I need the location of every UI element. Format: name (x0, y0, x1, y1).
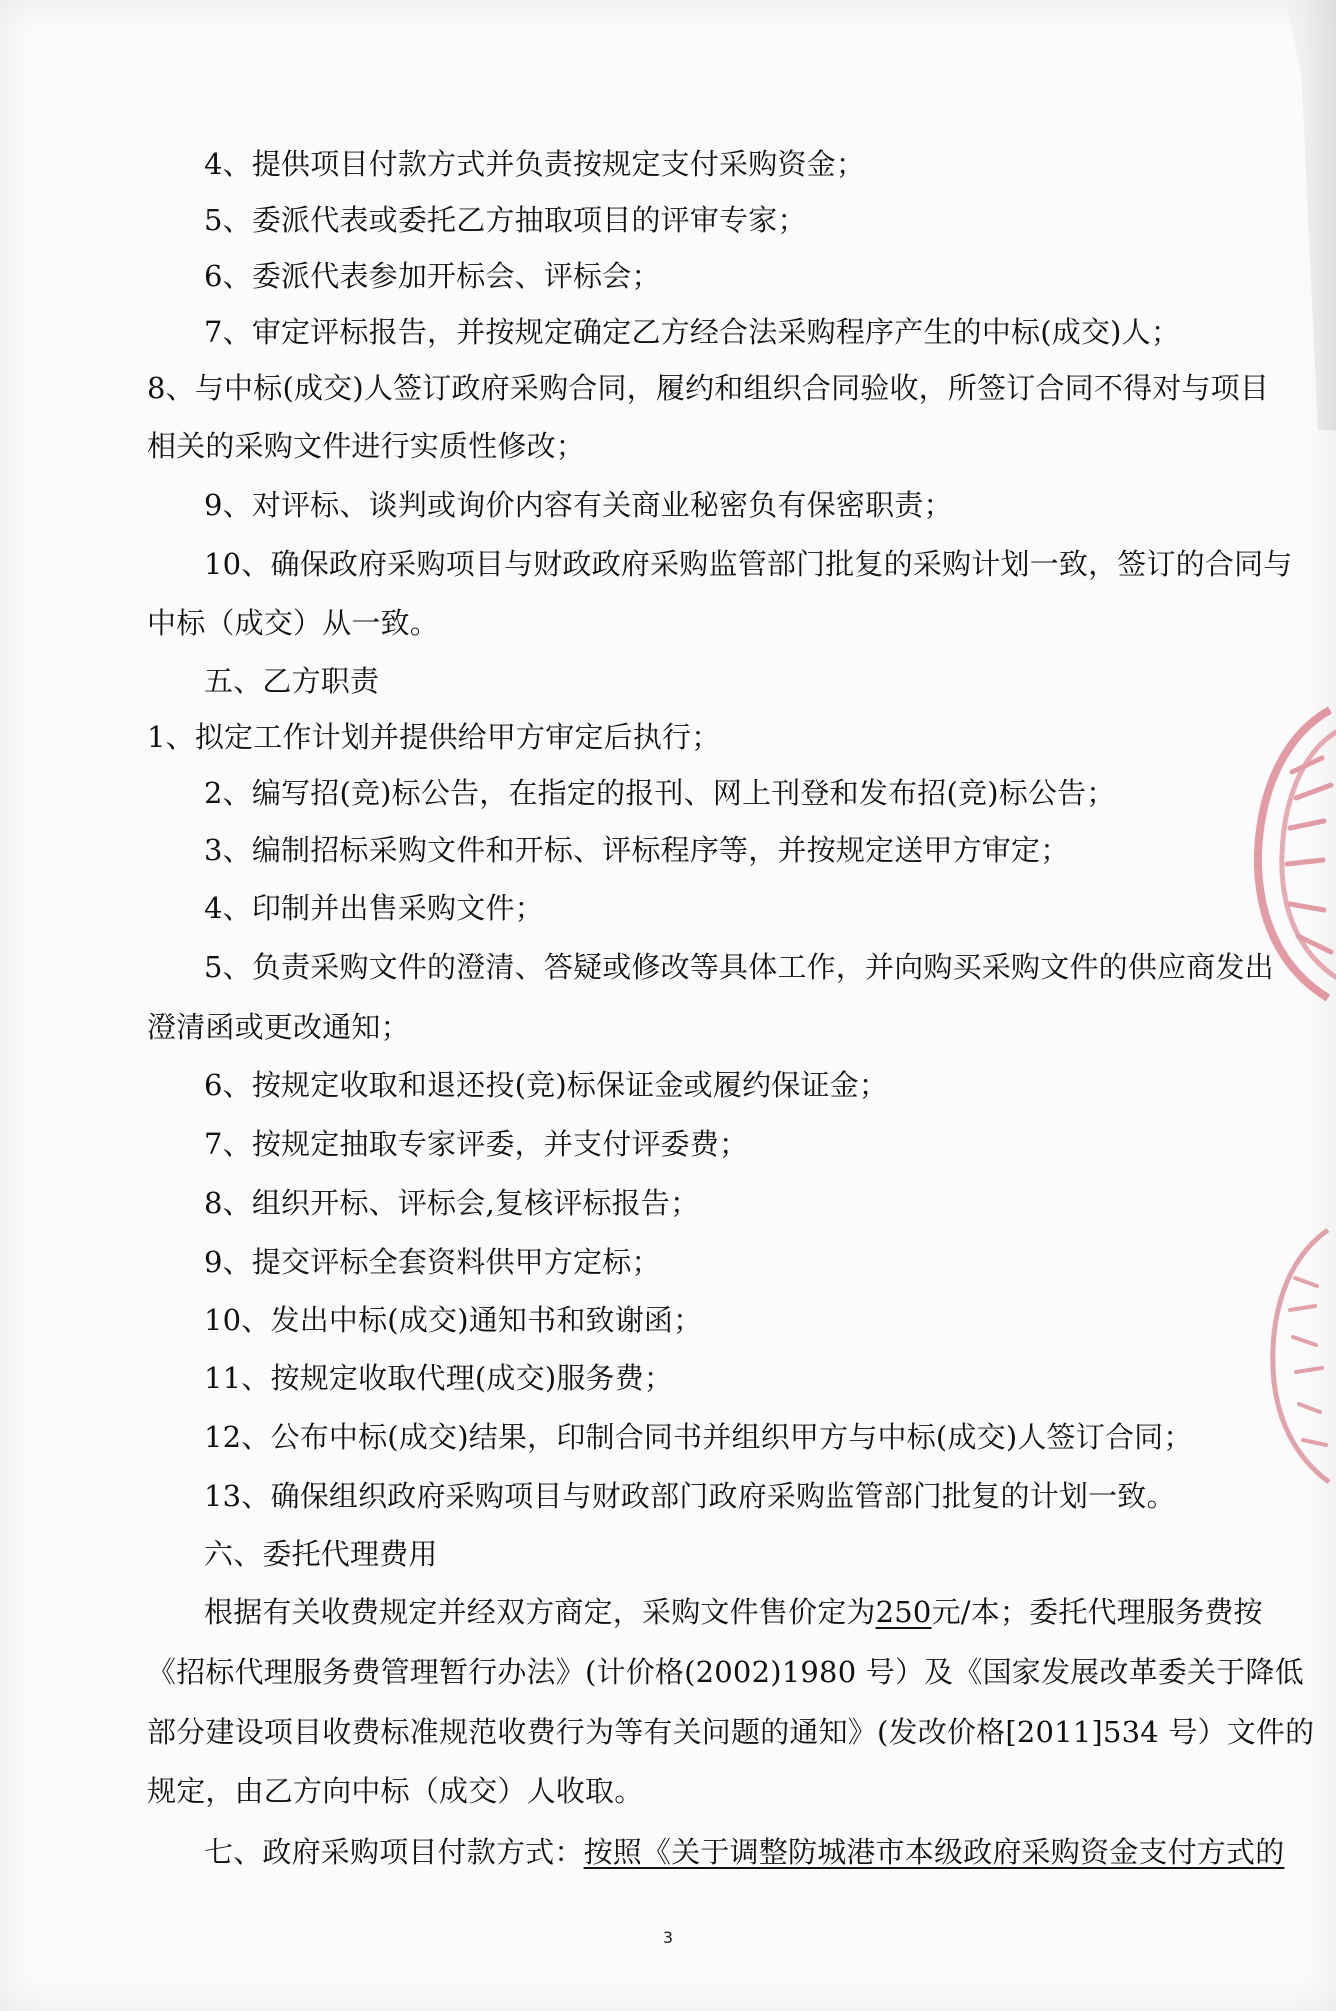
payment-method-text: 按照《关于调整防城港市本级政府采购资金支付方式的 (583, 1835, 1285, 1869)
red-seal-edge-stamp (1240, 700, 1336, 1010)
duty-line-2: 2、编写招(竞)标公告，在指定的报刊、网上刊登和发布招(竞)标公告； (204, 776, 1116, 810)
fee-paragraph-line-1 (204, 1593, 1263, 1631)
duty-line-3: 3、编制招标采购文件和开标、评标程序等，并按规定送甲方审定； (204, 833, 1070, 867)
fee-paragraph-line-4: 规定，由乙方向中标（成交）人收取。 (147, 1774, 644, 1808)
duty-line-13: 12、公布中标(成交)结果，印制合同书并组织甲方与中标(成交)人签订合同； (204, 1420, 1193, 1454)
fee-paragraph-line-2: 《招标代理服务费管理暂行办法》(计价格(2002)1980 号）及《国家发展改革委关于降低 (147, 1655, 1304, 1689)
duty-line-10: 9、提交评标全套资料供甲方定标； (204, 1245, 661, 1279)
payment-method-line (204, 1833, 1284, 1871)
fee-amount: 250 (875, 1595, 932, 1629)
payment-method-label: 七、政府采购项目付款方式： (204, 1835, 584, 1869)
paper-fold-shadow (1254, 0, 1336, 430)
duty-line-6: 澄清函或更改通知； (147, 1010, 410, 1044)
section-heading-six: 六、委托代理费用 (204, 1537, 438, 1571)
fee-text-after: 元/本；委托代理服务费按 (931, 1595, 1263, 1629)
item-line-3: 6、委派代表参加开标会、评标会； (204, 259, 661, 293)
red-seal-fragment (1256, 1214, 1336, 1494)
duty-line-12: 11、按规定收取代理(成交)服务费； (204, 1361, 674, 1395)
item-line-8: 10、确保政府采购项目与财政政府采购监管部门批复的采购计划一致，签订的合同与 (204, 547, 1293, 581)
item-line-1: 4、提供项目付款方式并负责按规定支付采购资金； (204, 147, 866, 181)
duty-line-7: 6、按规定收取和退还投(竞)标保证金或履约保证金； (204, 1068, 889, 1102)
duty-line-1: 1、拟定工作计划并提供给甲方审定后执行； (147, 720, 721, 754)
duty-line-8: 7、按规定抽取专家评委，并支付评委费； (204, 1127, 749, 1161)
fee-text-before: 根据有关收费规定并经双方商定，采购文件售价定为 (204, 1595, 876, 1629)
item-line-4: 7、审定评标报告，并按规定确定乙方经合法采购程序产生的中标(成交)人； (204, 315, 1181, 349)
page-number: 3 (662, 1928, 674, 1947)
item-line-2: 5、委派代表或委托乙方抽取项目的评审专家； (204, 203, 807, 237)
duty-line-11: 10、发出中标(成交)通知书和致谢函； (204, 1303, 703, 1337)
duty-line-9: 8、组织开标、评标会,复核评标报告； (204, 1186, 700, 1220)
section-heading-five: 五、乙方职责 (204, 664, 380, 698)
fee-paragraph-line-3: 部分建设项目收费标准规范收费行为等有关问题的通知》(发改价格[2011]534 号）文件的 (147, 1715, 1315, 1749)
item-line-9: 中标（成交）从一致。 (147, 606, 440, 640)
duty-line-5: 5、负责采购文件的澄清、答疑或修改等具体工作，并向购买采购文件的供应商发出 (204, 950, 1274, 984)
duty-line-4: 4、印制并出售采购文件； (204, 891, 544, 925)
item-line-6: 相关的采购文件进行实质性修改； (147, 429, 586, 463)
item-line-7: 9、对评标、谈判或询价内容有关商业秘密负有保密职责； (204, 488, 953, 522)
duty-line-14: 13、确保组织政府采购项目与财政部门政府采购监管部门批复的计划一致。 (204, 1479, 1176, 1513)
item-line-5: 8、与中标(成交)人签订政府采购合同，履约和组织合同验收，所签订合同不得对与项目 (147, 371, 1270, 405)
